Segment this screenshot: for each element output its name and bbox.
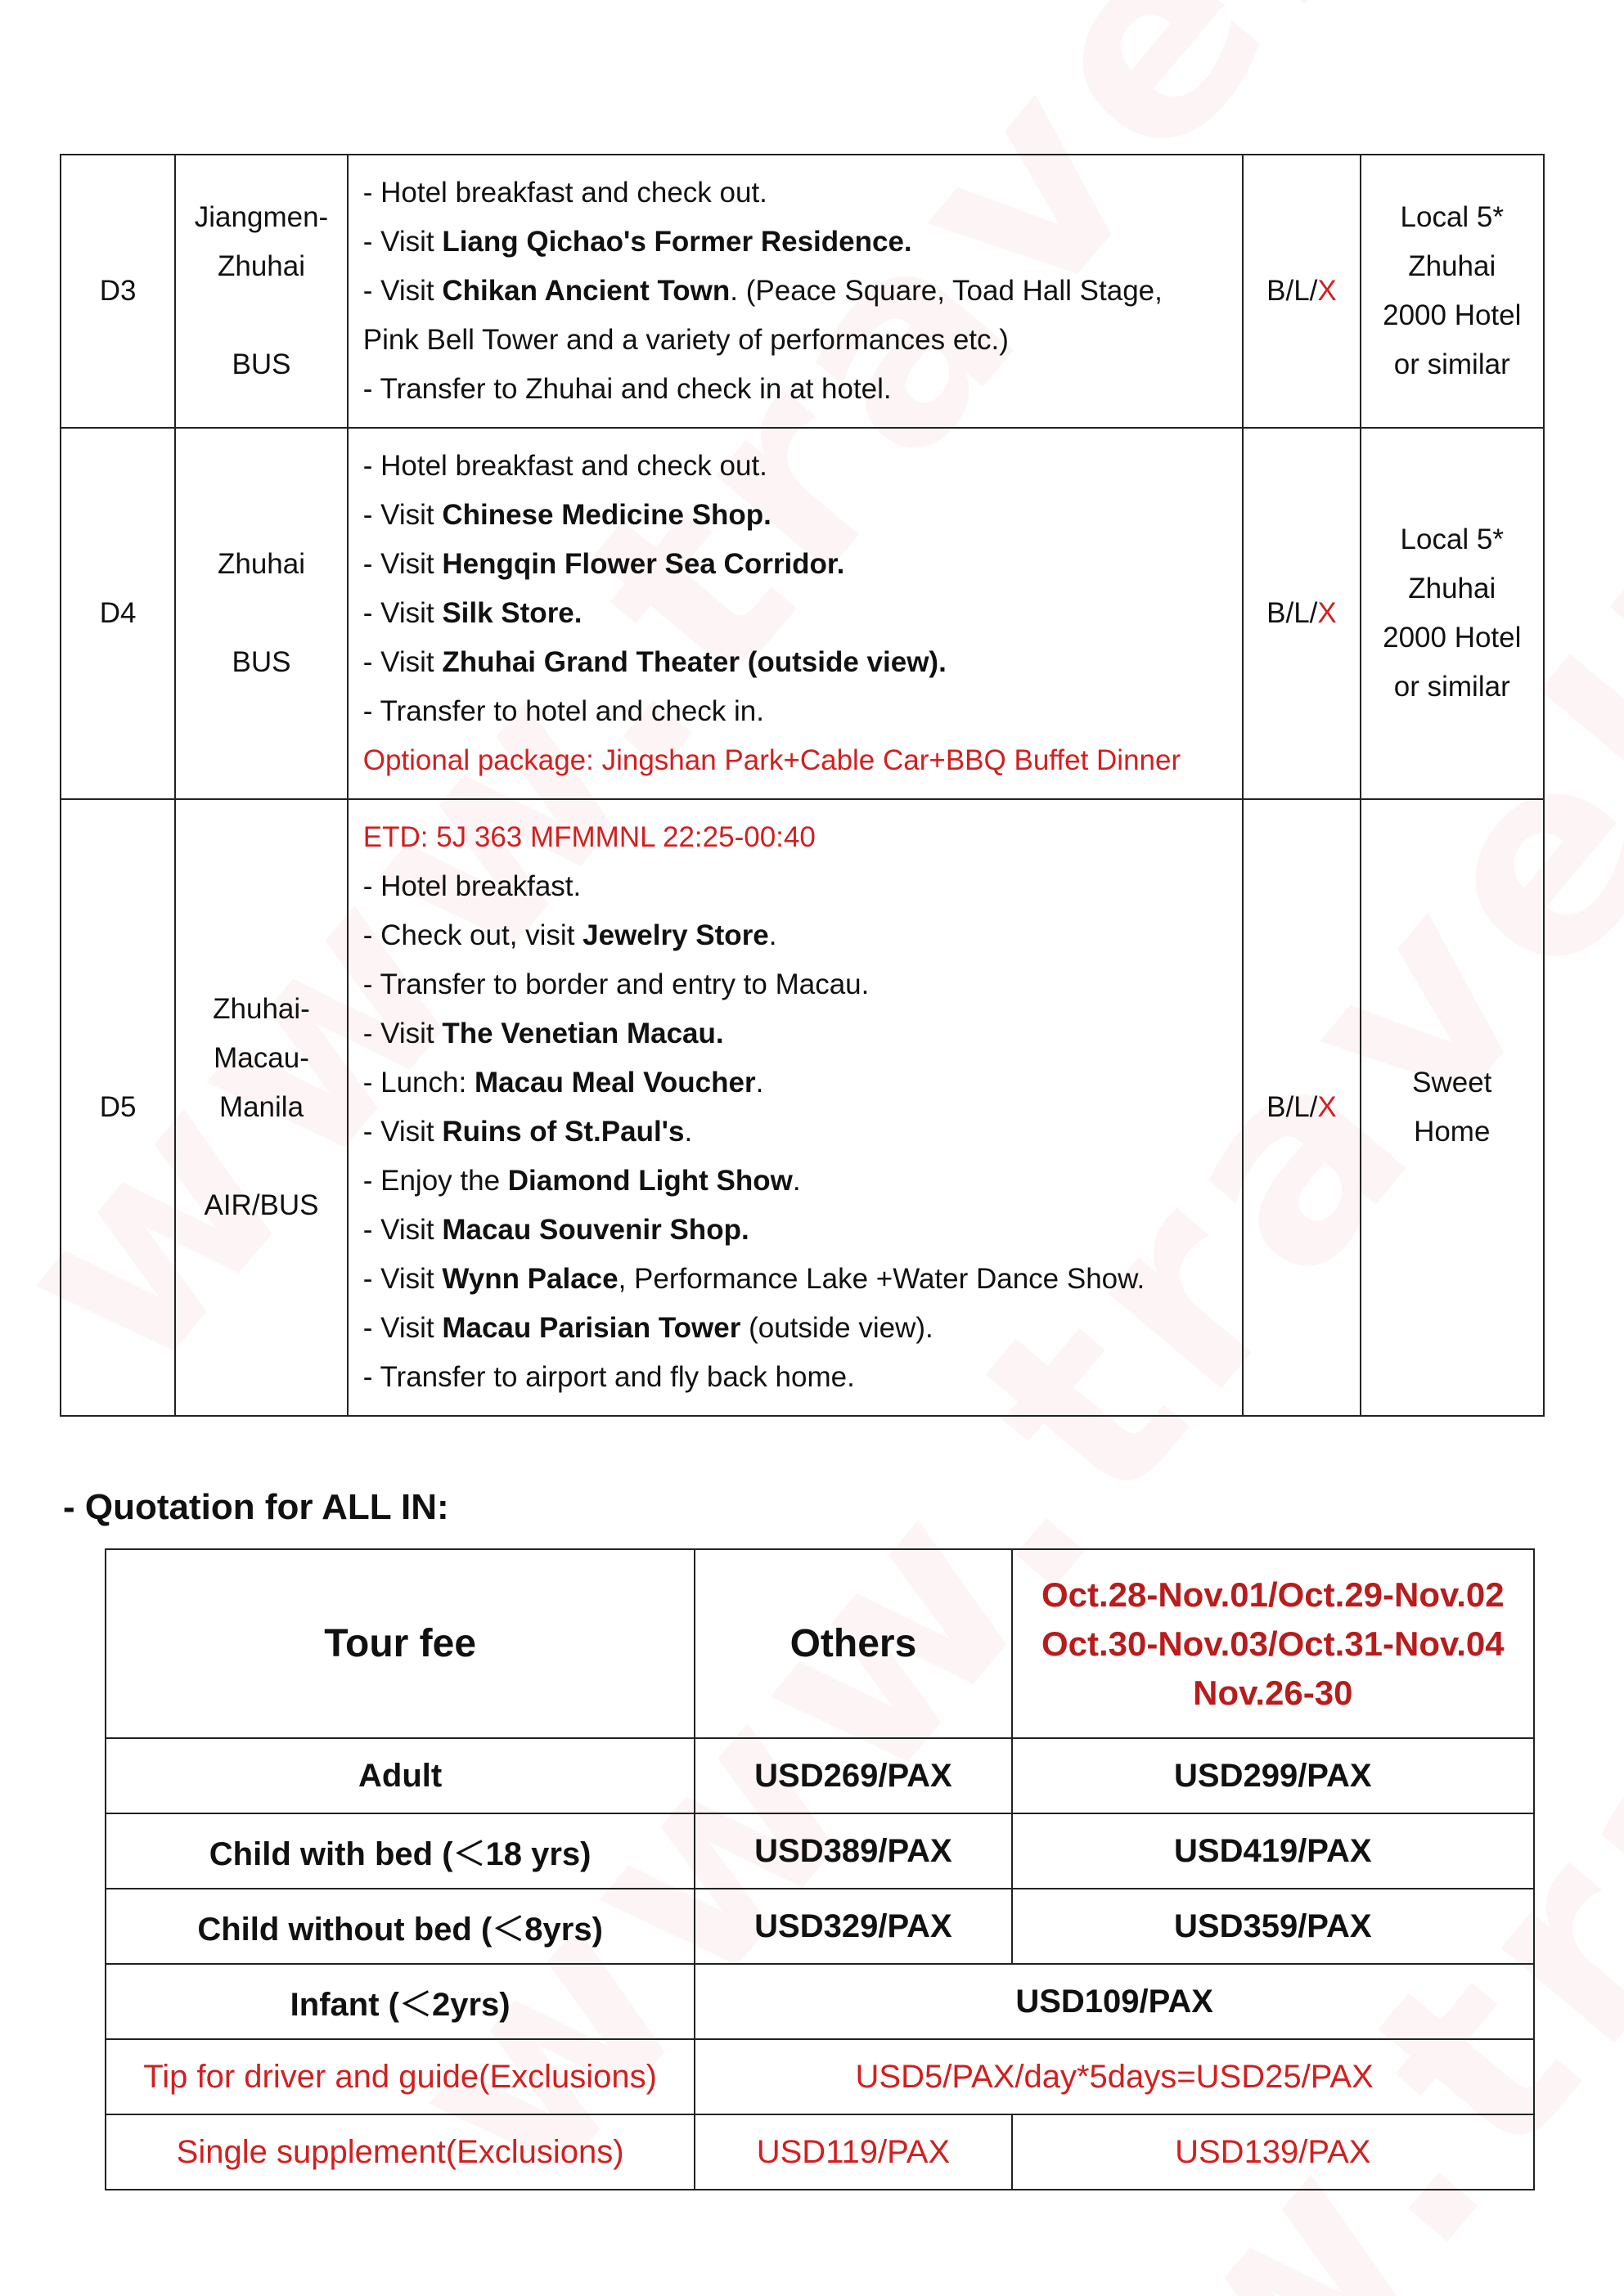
hotel-line: 2000 Hotel bbox=[1383, 622, 1522, 654]
hotel-line: or similar bbox=[1393, 348, 1510, 380]
price-others: USD389/PAX bbox=[695, 1813, 1011, 1889]
activity-text: - Visit bbox=[362, 499, 443, 531]
hotel-line: Zhuhai bbox=[1408, 573, 1496, 604]
row-label: Adult bbox=[106, 1738, 695, 1813]
activity-text: - Transfer to border and entry to Macau. bbox=[362, 968, 870, 1000]
itinerary-row bbox=[61, 155, 1544, 428]
activity-line bbox=[363, 911, 1228, 960]
price-peak: USD299/PAX bbox=[1012, 1738, 1534, 1813]
activities-cell bbox=[348, 155, 1244, 428]
activity-line bbox=[363, 736, 1228, 785]
activity-text: - Visit bbox=[362, 1312, 443, 1344]
price-others: USD269/PAX bbox=[695, 1738, 1011, 1813]
activity-highlight: Wynn Palace bbox=[442, 1263, 619, 1295]
activity-text: Optional package: Jingshan Park+Cable Car+BBQ Buffet Dinner bbox=[362, 744, 1181, 776]
activities-cell bbox=[348, 428, 1244, 799]
route-city: Jiangmen- bbox=[194, 201, 329, 233]
activity-text: - Transfer to Zhuhai and check in at hotel. bbox=[362, 373, 892, 405]
activity-highlight: Zhuhai Grand Theater (outside view). bbox=[442, 646, 947, 678]
price-all: USD109/PAX bbox=[695, 1964, 1534, 2039]
hotel-cell bbox=[1361, 799, 1544, 1416]
itinerary-body bbox=[61, 155, 1544, 1416]
activity-text: - Visit bbox=[362, 275, 443, 307]
hotel-line: Local 5* bbox=[1400, 201, 1504, 233]
activity-text: - Lunch: bbox=[362, 1067, 475, 1099]
peak-dates-line: Nov.26-30 bbox=[1193, 1673, 1353, 1712]
activity-highlight: Chinese Medicine Shop. bbox=[442, 499, 772, 531]
activity-highlight: Ruins of St.Paul's bbox=[442, 1116, 685, 1148]
activity-line bbox=[363, 638, 1228, 687]
activity-highlight: Silk Store. bbox=[442, 597, 583, 629]
quotation-header-row bbox=[106, 1549, 1534, 1738]
activity-line bbox=[363, 1157, 1228, 1206]
activity-text: - Check out, visit bbox=[362, 919, 583, 951]
price-peak: USD139/PAX bbox=[1012, 2114, 1534, 2190]
header-peak-dates bbox=[1012, 1549, 1534, 1738]
row-label: Infant (＜2yrs) bbox=[106, 1964, 695, 2039]
activity-line bbox=[363, 168, 1228, 218]
activity-text: . bbox=[755, 1067, 764, 1099]
activity-text: , Performance Lake +Water Dance Show. bbox=[618, 1263, 1145, 1295]
transport-mode: BUS bbox=[232, 646, 291, 678]
activity-text: - Visit bbox=[362, 1263, 443, 1295]
day-label: D3 bbox=[61, 155, 175, 428]
activity-text: - Visit bbox=[362, 226, 443, 258]
itinerary-row bbox=[61, 428, 1544, 799]
activity-text: - Transfer to hotel and check in. bbox=[362, 695, 764, 727]
meals-cell bbox=[1243, 428, 1360, 799]
activity-line bbox=[363, 1058, 1228, 1108]
activity-highlight: Liang Qichao's Former Residence. bbox=[442, 226, 912, 258]
header-tour-fee: Tour fee bbox=[106, 1549, 695, 1738]
row-child-with-bed bbox=[106, 1813, 1534, 1889]
price-others: USD329/PAX bbox=[695, 1889, 1011, 1964]
activity-text: - Hotel breakfast and check out. bbox=[362, 450, 767, 482]
hotel-cell bbox=[1361, 155, 1544, 428]
hotel-line: 2000 Hotel bbox=[1383, 299, 1522, 331]
activity-text: - Visit bbox=[362, 646, 443, 678]
day-label: D5 bbox=[61, 799, 175, 1416]
activity-line bbox=[363, 862, 1228, 911]
row-infant bbox=[106, 1964, 1534, 2039]
activity-text: - Enjoy the bbox=[362, 1165, 508, 1197]
route-city: Manila bbox=[218, 1091, 304, 1123]
activity-line bbox=[363, 218, 1228, 267]
activity-text: - Visit bbox=[362, 1214, 443, 1246]
meals-included: B/L/ bbox=[1266, 1091, 1318, 1123]
meals-included: B/L/ bbox=[1266, 275, 1318, 307]
row-label: Single supplement(Exclusions) bbox=[106, 2114, 695, 2190]
price-all: USD5/PAX/day*5days=USD25/PAX bbox=[695, 2039, 1534, 2114]
activity-text: Pink Bell Tower and a variety of performances etc.) bbox=[362, 324, 1009, 356]
row-child-without-bed bbox=[106, 1889, 1534, 1964]
activity-line bbox=[363, 365, 1228, 414]
activity-highlight: Macau Souvenir Shop. bbox=[442, 1214, 749, 1246]
spacer bbox=[177, 291, 345, 340]
meal-excluded-mark: X bbox=[1317, 597, 1337, 629]
activity-text: - Visit bbox=[362, 1018, 443, 1049]
spacer bbox=[177, 1132, 345, 1181]
activity-highlight: Diamond Light Show bbox=[507, 1165, 793, 1197]
activity-text: - Visit bbox=[362, 548, 443, 580]
meals-cell bbox=[1243, 799, 1360, 1416]
row-label: Tip for driver and guide(Exclusions) bbox=[106, 2039, 695, 2114]
row-label: Child without bed (＜8yrs) bbox=[106, 1889, 695, 1964]
meal-excluded-mark: X bbox=[1317, 1091, 1337, 1123]
activity-text: ETD: 5J 363 MFMMNL 22:25-00:40 bbox=[362, 821, 816, 853]
price-others: USD119/PAX bbox=[695, 2114, 1011, 2190]
hotel-line: Sweet bbox=[1412, 1067, 1492, 1099]
meal-excluded-mark: X bbox=[1317, 275, 1337, 307]
activity-highlight: Macau Meal Voucher bbox=[474, 1067, 756, 1099]
peak-dates-line: Oct.30-Nov.03/Oct.31-Nov.04 bbox=[1041, 1624, 1505, 1663]
hotel-cell bbox=[1361, 428, 1544, 799]
activity-line bbox=[363, 1108, 1228, 1157]
route-city: Macau- bbox=[214, 1042, 309, 1074]
activity-line bbox=[363, 491, 1228, 540]
meals-cell bbox=[1243, 155, 1360, 428]
activity-line bbox=[363, 1009, 1228, 1058]
activity-line bbox=[363, 267, 1228, 316]
meals-included: B/L/ bbox=[1266, 597, 1318, 629]
route-cell bbox=[175, 799, 347, 1416]
quotation-table bbox=[105, 1548, 1535, 2190]
activity-text: . bbox=[684, 1116, 693, 1148]
activity-text: . bbox=[768, 919, 777, 951]
route-cell bbox=[175, 428, 347, 799]
activity-line bbox=[363, 813, 1228, 862]
activity-highlight: Chikan Ancient Town bbox=[442, 275, 731, 307]
route-city: Zhuhai- bbox=[213, 993, 310, 1025]
hotel-line: or similar bbox=[1393, 671, 1510, 703]
spacer bbox=[177, 589, 345, 638]
row-label: Child with bed (＜18 yrs) bbox=[106, 1813, 695, 1889]
hotel-line: Local 5* bbox=[1400, 523, 1504, 555]
row-tip bbox=[106, 2039, 1534, 2114]
activity-text: - Hotel breakfast. bbox=[362, 870, 582, 902]
price-peak: USD359/PAX bbox=[1012, 1889, 1534, 1964]
activity-line bbox=[363, 589, 1228, 638]
itinerary-row bbox=[61, 799, 1544, 1416]
activity-line bbox=[363, 1255, 1228, 1304]
route-city: Zhuhai bbox=[217, 250, 306, 282]
activity-line bbox=[363, 687, 1228, 736]
activity-line bbox=[363, 540, 1228, 589]
activity-highlight: Macau Parisian Tower bbox=[442, 1312, 741, 1344]
activity-line bbox=[363, 1206, 1228, 1255]
activities-cell bbox=[348, 799, 1244, 1416]
activity-line bbox=[363, 442, 1228, 491]
transport-mode: BUS bbox=[232, 348, 291, 380]
activity-text: . (Peace Square, Toad Hall Stage, bbox=[730, 275, 1163, 307]
activity-text: . bbox=[792, 1165, 801, 1197]
activity-highlight: Hengqin Flower Sea Corridor. bbox=[442, 548, 845, 580]
activity-highlight: Jewelry Store bbox=[583, 919, 769, 951]
row-single-supplement bbox=[106, 2114, 1534, 2190]
activity-line bbox=[363, 960, 1228, 1009]
route-cell bbox=[175, 155, 347, 428]
price-peak: USD419/PAX bbox=[1012, 1813, 1534, 1889]
activity-text: - Visit bbox=[362, 597, 443, 629]
hotel-line: Home bbox=[1414, 1116, 1491, 1148]
activity-highlight: The Venetian Macau. bbox=[442, 1018, 724, 1049]
activity-text: - Transfer to airport and fly back home. bbox=[362, 1361, 855, 1393]
activity-text: - Visit bbox=[362, 1116, 443, 1148]
transport-mode: AIR/BUS bbox=[204, 1189, 319, 1221]
peak-dates-line: Oct.28-Nov.01/Oct.29-Nov.02 bbox=[1041, 1575, 1505, 1614]
activity-text: - Hotel breakfast and check out. bbox=[362, 177, 767, 209]
header-others: Others bbox=[695, 1549, 1011, 1738]
quotation-heading: - Quotation for ALL IN: bbox=[63, 1487, 449, 1527]
itinerary-table bbox=[60, 154, 1545, 1417]
route-city: Zhuhai bbox=[217, 548, 306, 580]
row-adult bbox=[106, 1738, 1534, 1813]
activity-text: (outside view). bbox=[740, 1312, 933, 1344]
day-label: D4 bbox=[61, 428, 175, 799]
activity-line bbox=[363, 316, 1228, 365]
activity-line bbox=[363, 1353, 1228, 1402]
hotel-line: Zhuhai bbox=[1408, 250, 1496, 282]
activity-line bbox=[363, 1304, 1228, 1353]
